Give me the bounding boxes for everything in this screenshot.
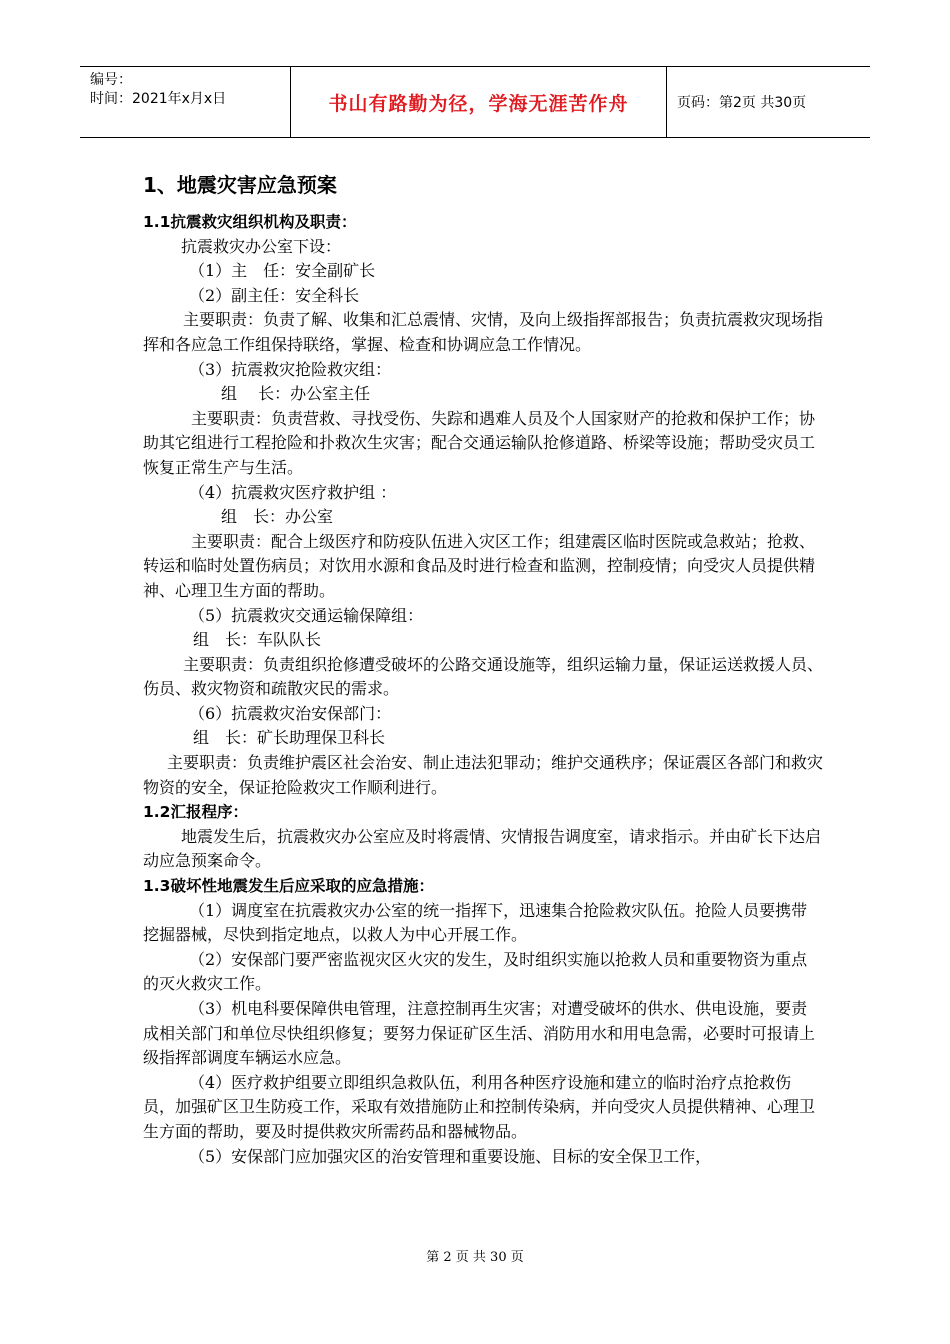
paragraph: （4）医疗救护组要立即组织急救队伍，利用各种医疗设施和建立的临时治疗点抢救伤员，加强矿区卫生防疫工作，采取有效措施防止和控制传染病，并向受灾人员提供精神、心理卫生方面的帮助，要及时提供救灾所需药品和器械物品。 <box>143 1072 816 1141</box>
paragraph: 主要职责：负责了解、收集和汇总震情、灾情，及向上级指挥部报告；负责抗震救灾现场指挥和各应急工作组保持联络，掌握、检查和协调应急工作情况。 <box>143 310 824 354</box>
paragraph: （5）抗震救灾交通运输保障组： <box>189 605 424 625</box>
paragraph: （4）抗震救灾医疗救护组 ： <box>189 482 397 502</box>
paragraph: （2）安保部门要严密监视灾区火灾的发生，及时组织实施以抢救人员和重要物资为重点的灭火救灾工作。 <box>143 949 808 994</box>
paragraph: 组 长：车队队长 <box>193 630 322 650</box>
paragraph: 主要职责：负责维护震区社会治安、制止违法犯罪动；维护交通秩序；保证震区各部门和救灾物资的安全，保证抢险救灾工作顺利进行。 <box>143 753 824 797</box>
paragraph: （3）机电科要保障供电管理，注意控制再生灾害；对遭受破坏的供水、供电设施，要责成相关部门和单位尽快组织修复；要努力保证矿区生活、消防用水和用电急需，必要时可报请上级指挥部调度车辆运水应急。 <box>143 999 816 1068</box>
page-footer: 第 2 页 共 30 页 <box>426 1250 524 1265</box>
paragraph: 主要职责：负责营救、寻找受伤、失踪和遇难人员及个人国家财产的抢救和保护工作；协助其它组进行工程抢险和扑救次生灾害；配合交通运输队抢修道路、桥梁等设施；帮助受灾员工恢复正常生产与生活。 <box>143 408 816 477</box>
document-title: 1、地震灾害应急预案 <box>143 173 337 197</box>
paragraph: 地震发生后，抗震救灾办公室应及时将震情、灾情报告调度室，请求指示。并由矿长下达启动应急预案命令。 <box>143 826 822 871</box>
paragraph: （6）抗震救灾治安保部门： <box>189 703 392 723</box>
document-body <box>143 170 823 1169</box>
paragraph: （1）主 任：安全副矿长 <box>189 261 376 281</box>
paragraph-list <box>143 210 823 1169</box>
paragraph: 主要职责：配合上级医疗和防疫队伍进入灾区工作；组建震区临时医院或急救站；抢救、转运和临时处置伤病员；对饮用水源和食品及时进行检查和监测，控制疫情；向受灾人员提供精神、心理卫生方面的帮助。 <box>143 531 816 600</box>
paragraph: 抗震救灾办公室下设： <box>181 236 342 256</box>
paragraph: （3）抗震救灾抢险救灾组： <box>189 359 392 379</box>
section-heading: 1.2汇报程序： <box>143 803 248 822</box>
header-meta <box>80 67 291 137</box>
doc-number-label: 编号： <box>90 72 132 88</box>
paragraph: （2）副主任：安全科长 <box>189 285 360 305</box>
section-heading: 1.3破坏性地震发生后应采取的应急措施： <box>143 877 434 896</box>
header-motto: 书山有路勤为径，学海无涯苦作舟 <box>291 67 667 137</box>
doc-time-label: 时间：2021年x月x日 <box>90 91 227 107</box>
paragraph: 组 长：矿长助理保卫科长 <box>193 728 386 748</box>
paragraph: 组 长：办公室 <box>221 507 334 527</box>
section-heading: 1.1抗震救灾组织机构及职责： <box>143 213 357 231</box>
paragraph: （5）安保部门应加强灾区的治安管理和重要设施、目标的安全保卫工作， <box>189 1146 712 1166</box>
page-header <box>80 66 870 138</box>
paragraph: 主要职责：负责组织抢修遭受破坏的公路交通设施等，组织运输力量，保证运送救援人员、伤员、救灾物资和疏散灾民的需求。 <box>143 654 824 699</box>
paragraph: 组 长：办公室主任 <box>221 384 371 404</box>
paragraph: （1）调度室在抗震救灾办公室的统一指挥下，迅速集合抢险救灾队伍。抢险人员要携带挖掘器械，尽快到指定地点，以救人为中心开展工作。 <box>143 900 808 945</box>
header-page-info: 页码：第2页 共30页 <box>677 95 807 111</box>
